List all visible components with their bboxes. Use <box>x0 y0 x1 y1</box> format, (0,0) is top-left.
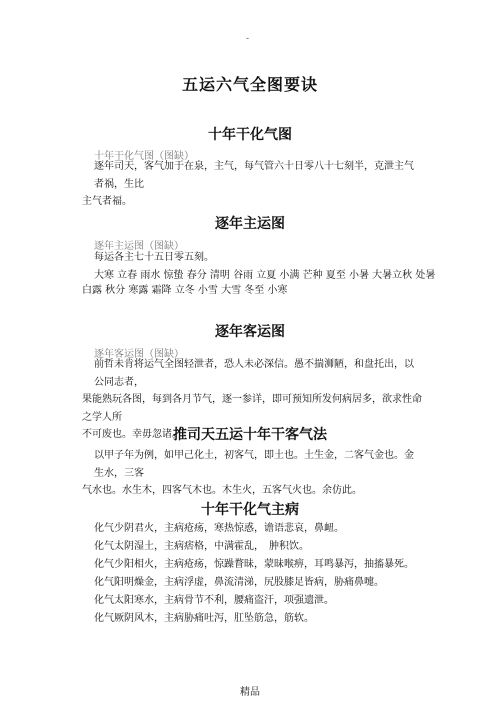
document-title: 五运六气全图要诀 <box>181 75 318 94</box>
page-footer: 精品 <box>240 687 260 698</box>
disease-item: 化气太阴湿土，主病痞格，中满霍乱， 肿积饮。 <box>94 541 309 552</box>
page-top-mark: - <box>246 34 250 44</box>
disease-item: 化气少阳相火，主病疮疡，惊躁瞀昧，蒙昧喉痹，耳鸣暴泻，抽搐暴死。 <box>94 559 414 570</box>
disease-item: 化气少阴君火，主病疮疡，寒热惊惑，谵语悲哀，鼻衄。 <box>94 523 344 534</box>
solar-terms-line: 白露 秋分 寒露 霜降 立冬 小雪 大雪 冬至 小寒 <box>82 285 288 296</box>
section-title-sitian-method: 推司天五运十年干客气法 <box>173 427 327 443</box>
disease-item: 化气阳明燥金，主病浮虚，鼻流清涕，尻股膝足皆病，胁痛鼻嚏。 <box>94 577 384 588</box>
solar-terms-line: 大寒 立春 雨水 惊蛰 春分 清明 谷雨 立夏 小满 芒种 夏至 小暑 大暑立秋 处暑 <box>94 270 436 281</box>
paragraph-line: 逐年司天，客气加于在泉，主气，每气管六十日零八十七刻半，克泄主气者祸，生比 <box>94 161 414 190</box>
paragraph-line: 气水也。水生木，四客气木也。木生火，五客气火也。余仿此。 <box>82 485 362 496</box>
figure-caption-missing: 十年干化气图（图缺） <box>94 151 194 162</box>
paragraph-line: 主气者福。 <box>82 196 132 207</box>
section-title-zhubing: 十年干化气主病 <box>201 502 299 518</box>
paragraph-line: 不可废也。幸毋忽诸。 <box>82 429 182 440</box>
disease-item: 化气厥阴风木，主病胁痛吐泻，肛坠筋急，筋软。 <box>94 613 314 624</box>
section-title-keyun: 逐年客运图 <box>215 324 285 340</box>
paragraph-line: 前哲未肯将运气全图轻泄者，恐人未必深信。愚不揣浉陋，和盘托出，以公同志者， <box>94 359 414 388</box>
disease-item: 化气太阳寒水，主病骨节不利，腰痛盗汗，项强遗泄。 <box>94 595 334 606</box>
figure-caption-missing: 逐年客运图（图缺） <box>94 349 184 360</box>
section-paragraph <box>82 447 422 500</box>
paragraph-line: 以甲子年为例，如甲己化土，初客气，即土也。土生金，二客气金也。金生水，三客 <box>94 450 414 479</box>
paragraph-line: 每运各主七十五日零五刻。 <box>94 252 214 263</box>
section-title-shinian-ganhuaqi: 十年干化气图 <box>208 127 292 143</box>
section-paragraph <box>82 158 422 211</box>
paragraph-line: 果能熟玩各图，每到各月节气，逐一参详，即可预知所发何病居多，欲求性命之学人所 <box>82 394 422 423</box>
figure-caption-missing: 逐年主运图（图缺） <box>94 241 184 252</box>
section-paragraph <box>82 249 422 267</box>
section-title-zhuyun: 逐年主运图 <box>215 216 285 232</box>
